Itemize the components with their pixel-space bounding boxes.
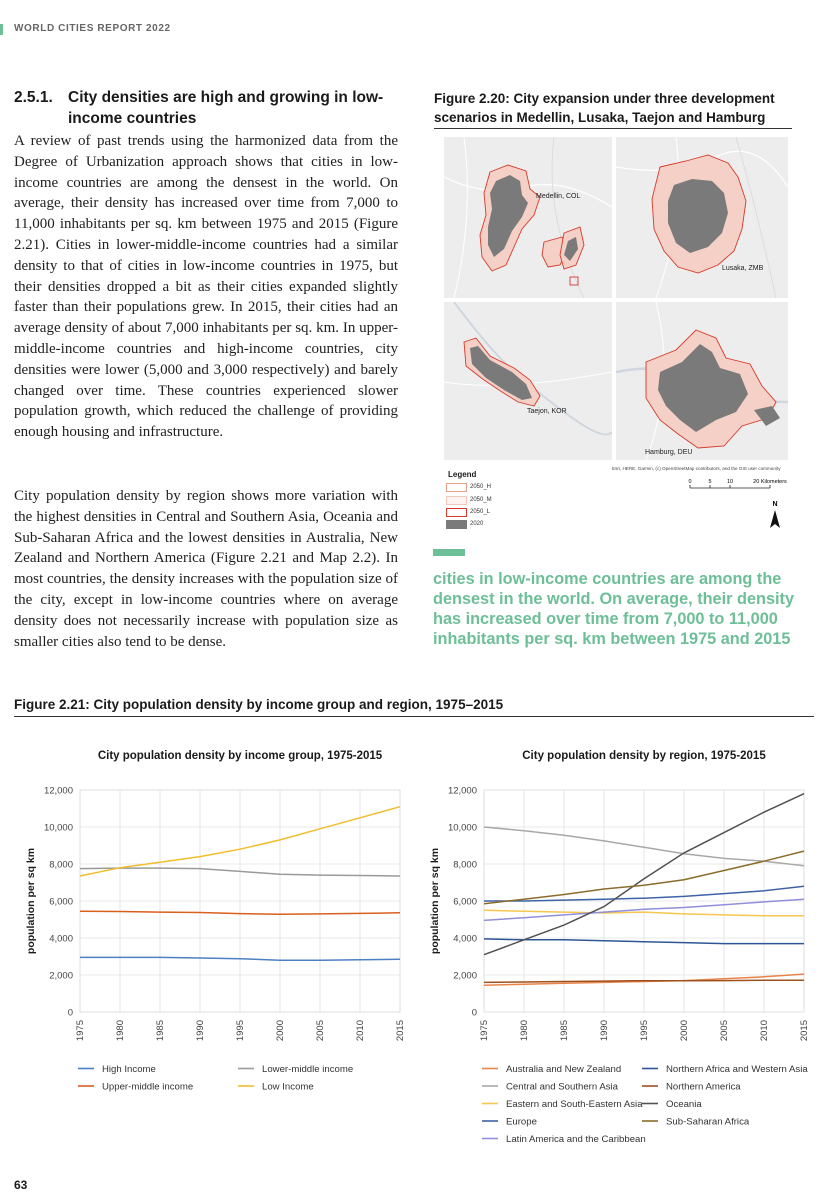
body-paragraph-2: City population density by region shows more variation with the highest densities in Central and Southern Asia, Oceania and Sub-Saharan Africa and the lowest densities in Australia, New Zealand and Northern America (Figure 2.21 and Map 2.2). In most countries, the density increases with the population size of the city, except in low-income countries where on average density does not necessarily increase with population size as smaller cities also tend to be dense. [14, 488, 398, 650]
x-tick-label: 1975 [479, 1020, 490, 1042]
x-tick-label: 1995 [639, 1020, 650, 1042]
x-tick-label: 2000 [275, 1020, 286, 1042]
y-tick-label: 0 [67, 1007, 73, 1019]
y-tick-label: 2,000 [453, 970, 477, 982]
scale-tick-label: 5 [708, 479, 712, 485]
x-tick-label: 1985 [559, 1020, 570, 1042]
legend-label: Latin America and the Caribbean [506, 1134, 646, 1145]
section-number: 2.5.1. [14, 89, 53, 106]
legend-label: 2050_L [470, 509, 491, 515]
north-label: N [772, 501, 778, 508]
x-tick-label: 2010 [759, 1020, 770, 1042]
y-tick-label: 12,000 [447, 785, 477, 797]
x-tick-label: 1990 [195, 1020, 206, 1042]
chart-region [418, 736, 818, 1156]
x-tick-label: 2005 [719, 1020, 730, 1042]
x-tick-label: 1980 [519, 1020, 530, 1042]
scale-tick-label: 10 [726, 479, 734, 485]
legend-label: Low Income [262, 1081, 314, 1093]
y-tick-label: 10,000 [447, 822, 477, 834]
chart-region-svg [418, 736, 818, 1156]
figure-2-21-rule [14, 716, 814, 717]
legend-label: Oceania [666, 1099, 702, 1110]
legend-label: Upper-middle income [102, 1081, 194, 1093]
map-taejon-svg [444, 302, 612, 460]
chart-income-group [14, 736, 414, 1156]
y-tick-label: 6,000 [453, 896, 477, 908]
map-label-hamburg: Hamburg, DEU [645, 449, 693, 456]
x-tick-label: 1985 [155, 1020, 166, 1042]
y-tick-label: 6,000 [49, 896, 73, 908]
legend-label: 2050_H [470, 484, 492, 490]
legend-label: High Income [102, 1064, 156, 1075]
scale-tick-label: 20 Kilometers [753, 479, 787, 485]
x-tick-label: 2015 [395, 1020, 406, 1042]
x-tick-label: 1980 [115, 1020, 126, 1042]
map-medellin [444, 137, 612, 298]
legend-label: 2020 [470, 521, 484, 527]
map-medellin-svg [444, 137, 612, 298]
x-tick-label: 2005 [315, 1020, 326, 1042]
legend-label: Sub-Saharan Africa [666, 1116, 750, 1128]
map-attribution: Esri, HERE, Garmin, (c) OpenStreetMap contributors, and the GIS user community [612, 466, 781, 471]
chart-income-group-svg [14, 736, 414, 1156]
legend-label: Northern Africa and Western Asia [666, 1064, 808, 1075]
running-header: WORLD CITIES REPORT 2022 [14, 23, 171, 34]
map-lusaka [616, 137, 788, 298]
section-heading [14, 87, 404, 129]
y-axis-label: population per sq km [25, 847, 37, 955]
map-label-taejon: Taejon, KOR [527, 408, 567, 415]
header-accent-bar [0, 24, 3, 35]
north-arrow-icon [770, 510, 780, 528]
legend-label: Lower-middle income [262, 1064, 354, 1075]
map-legend-title: Legend [448, 470, 477, 479]
x-tick-label: 2010 [355, 1020, 366, 1042]
chart-title: City population density by income group, 1975-2015 [97, 750, 383, 762]
legend-label: Northern America [666, 1081, 741, 1093]
y-axis-label: population per sq km [429, 847, 441, 955]
y-tick-label: 4,000 [453, 933, 477, 945]
x-tick-label: 1995 [235, 1020, 246, 1042]
legend-swatch-2050l [446, 508, 467, 517]
chart-title: City population density by region, 1975-2015 [522, 750, 766, 762]
y-tick-label: 0 [471, 1007, 477, 1019]
map-scale-north [682, 474, 792, 534]
y-tick-label: 8,000 [49, 859, 73, 871]
legend-swatch-2050m [446, 496, 467, 505]
map-hamburg [616, 302, 788, 460]
legend-label: Central and Southern Asia [506, 1081, 619, 1093]
legend-label: Eastern and South-Eastern Asia [506, 1099, 643, 1110]
section-title: City densities are high and growing in low-income countries [68, 89, 384, 127]
legend-label: Europe [506, 1116, 537, 1128]
body-paragraph-1: A review of past trends using the harmonized data from the Degree of Urbanization approach shows that cities in low-income countries are among the densest in the world. On average, their density has increased over time from 7,000 to 11,000 inhabitants per sq. km between 1975 and 2015 (Figure 2.21). Cities in lower-middle-income countries had a similar density to that of cities in low-income countries in 1975, but their densities dropped a bit as their cities expanded slightly faster than their populations grew. In 2015, their cities had an average density of about 7,000 inhabitants per sq. km. In upper-middle-income countries and high-income countries, city densities were lower (5,000 and 3,000 respectively) and barely changed over time. These countries experienced slower population growth, which reduced the challenge of providing enough housing and infrastructure. [14, 133, 398, 441]
y-tick-label: 2,000 [49, 970, 73, 982]
y-tick-label: 8,000 [453, 859, 477, 871]
y-tick-label: 12,000 [43, 785, 73, 797]
y-tick-label: 4,000 [49, 933, 73, 945]
x-tick-label: 1975 [75, 1020, 86, 1042]
page-number: 63 [14, 1178, 28, 1192]
figure-2-21-title: Figure 2.21: City population density by income group and region, 1975–2015 [14, 697, 504, 712]
figure-2-20-rule [434, 128, 792, 129]
figure-2-20-title: Figure 2.20: City expansion under three development scenarios in Medellin, Lusaka, Taejon and Hamburg [434, 91, 775, 125]
x-tick-label: 1990 [599, 1020, 610, 1042]
map-taejon [444, 302, 612, 460]
legend-swatch-2020 [446, 520, 467, 529]
legend-label: Australia and New Zealand [506, 1064, 622, 1075]
legend-label: 2050_M [470, 497, 492, 503]
legend-swatch-2050h [446, 483, 467, 492]
quote-accent-bar [433, 549, 465, 556]
pull-quote: cities in low-income countries are among the densest in the world. On average, their density has increased over time from 7,000 to 11,000 inhabitants per sq. km between 1975 and 2015 [433, 570, 794, 648]
map-label-lusaka: Lusaka, ZMB [722, 265, 764, 272]
map-lusaka-svg [616, 137, 788, 298]
x-tick-label: 2000 [679, 1020, 690, 1042]
map-label-medellin: Medellin, COL [536, 193, 581, 200]
y-tick-label: 10,000 [43, 822, 73, 834]
scale-tick-label: 0 [688, 479, 692, 485]
x-tick-label: 2015 [799, 1020, 810, 1042]
map-hamburg-svg [616, 302, 788, 460]
